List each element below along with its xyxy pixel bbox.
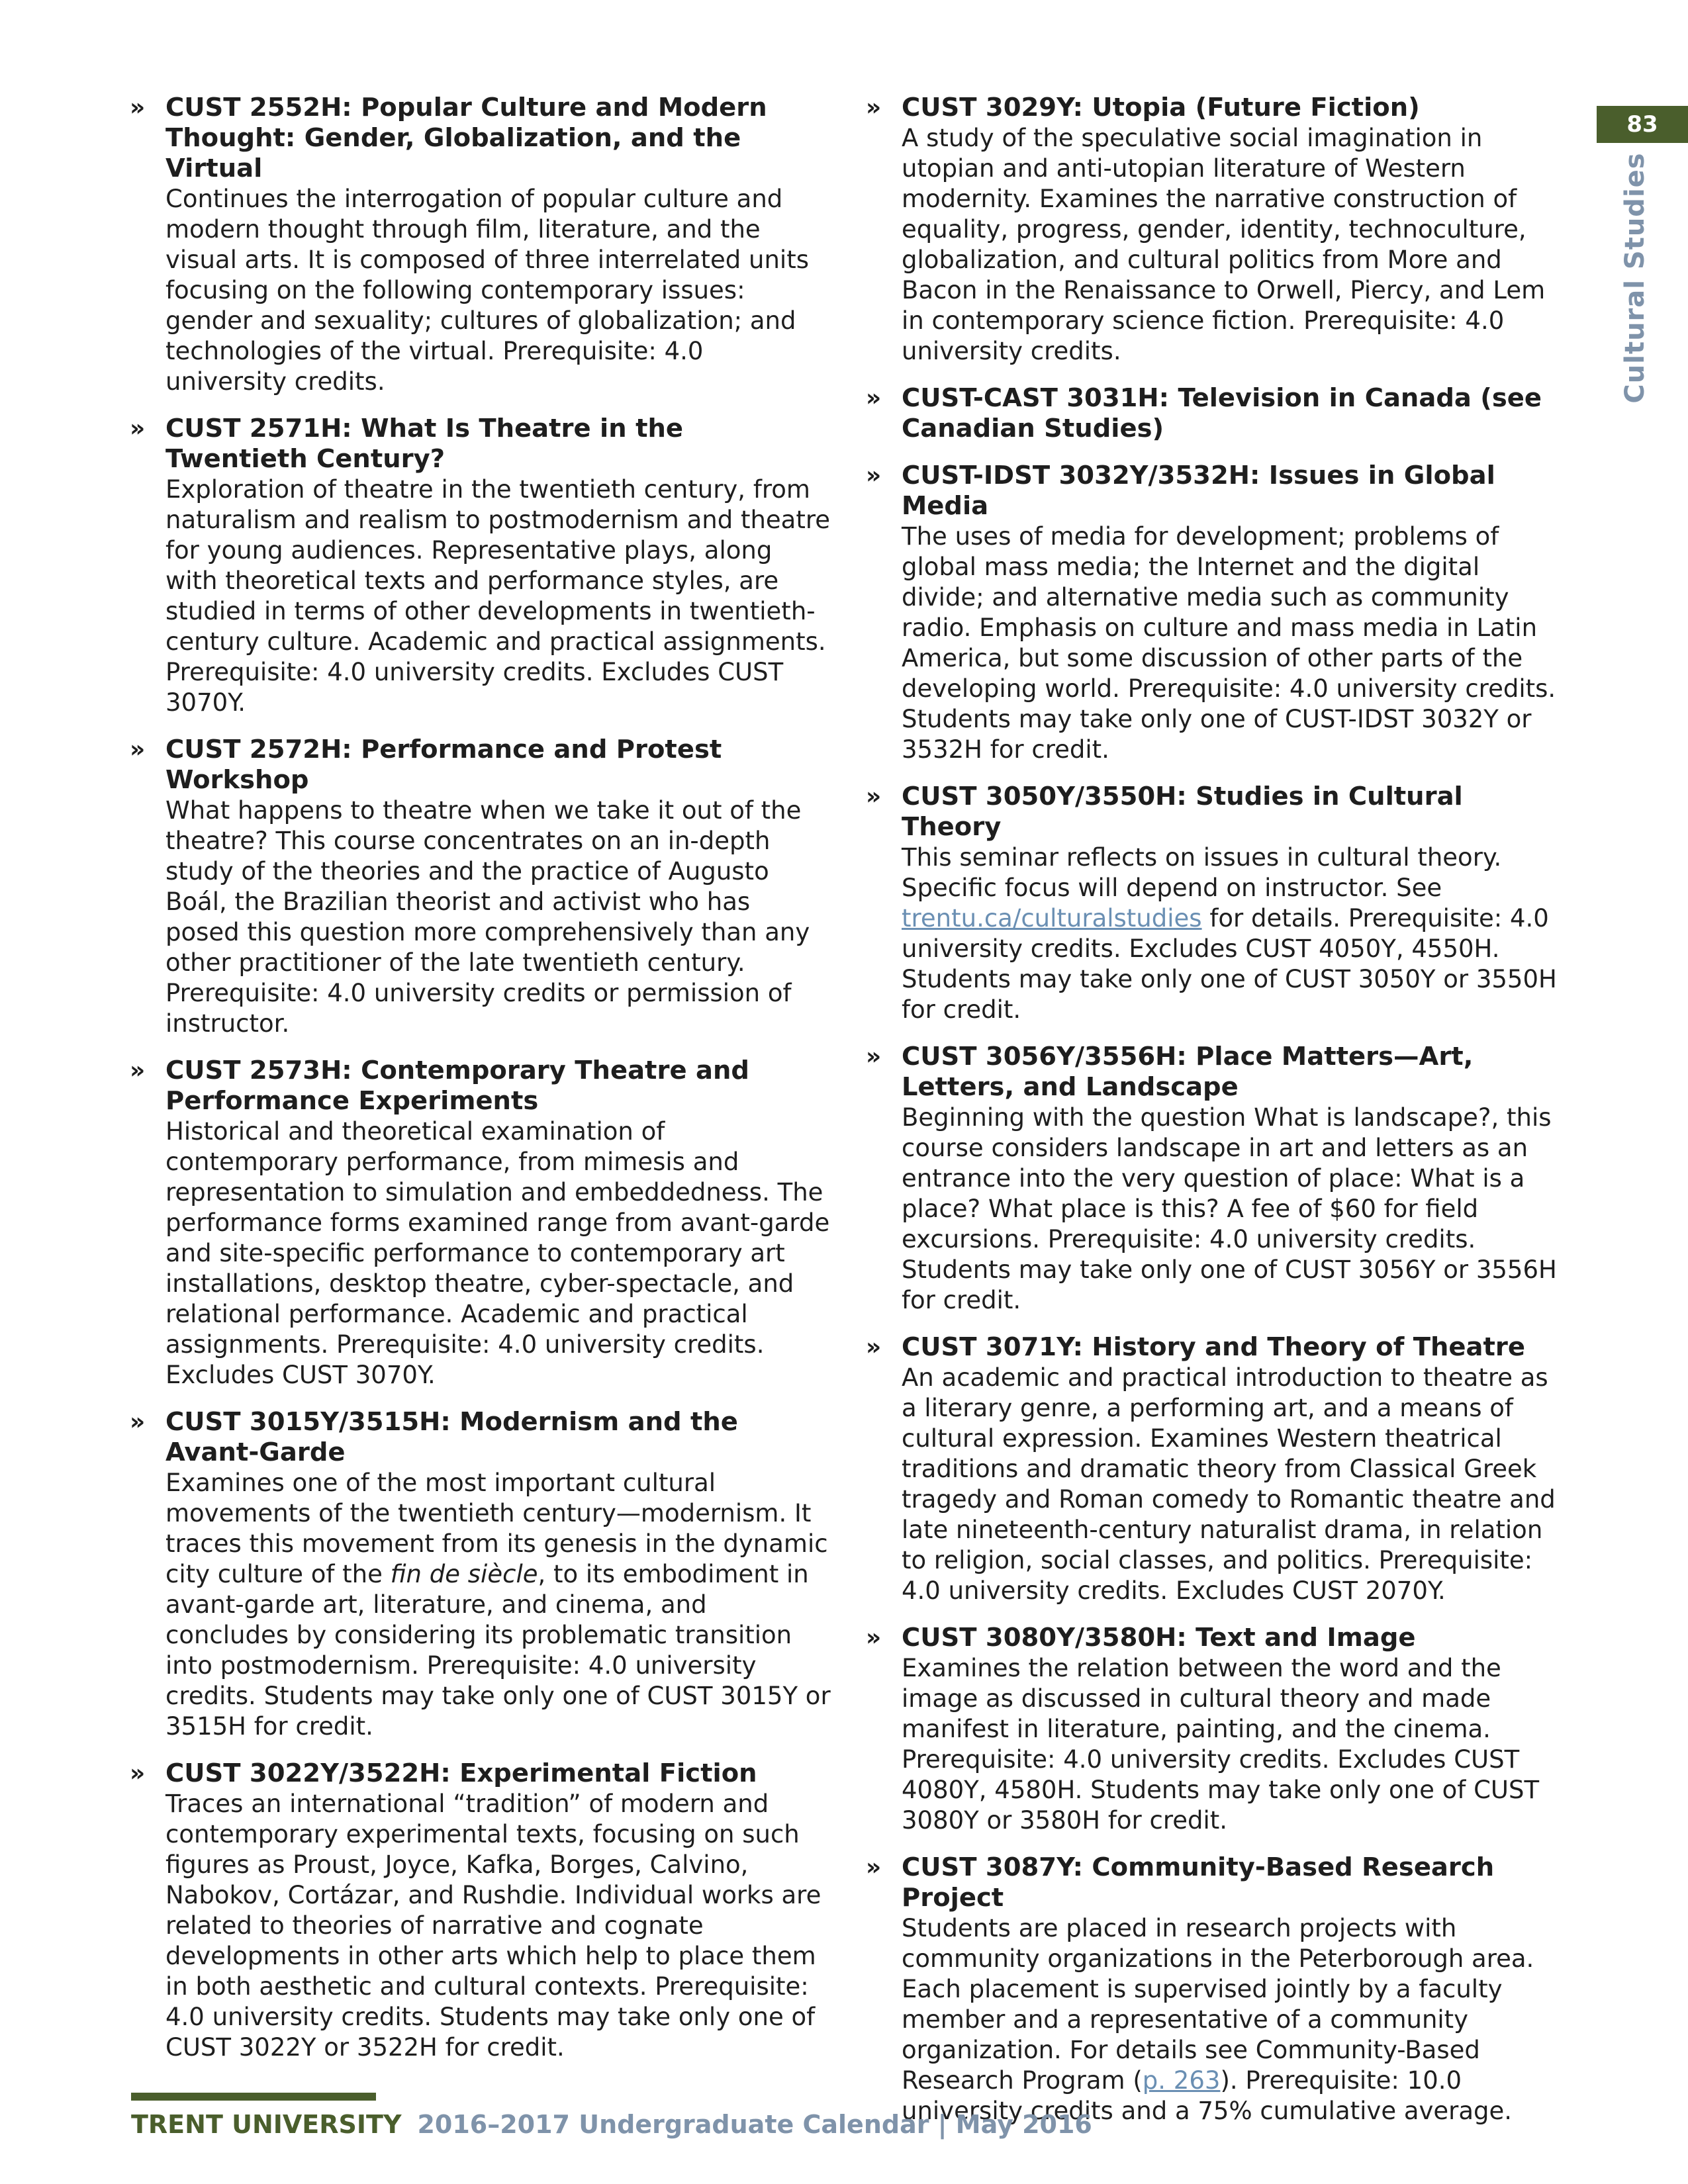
- course-title: CUST 3080Y/3580H: Text and Image: [902, 1623, 1416, 1653]
- course-description: Exploration of theatre in the twentieth century, from naturalism and realism to postmodernism and theatre for young audiences. Representative plays, along with theoretical texts and performance styles, are studied in terms of other developments in twentieth-century culture. Academic and practical assignments. Prerequisite: 4.0 university credits. Excludes CUST 3070Y.: [165, 475, 831, 717]
- description-text: ). Prerequisite: 10.0 university credits and a 75% cumulative average.: [902, 2066, 1513, 2125]
- bullet-chevron-icon: »: [130, 1057, 146, 1084]
- course-description: A study of the speculative social imagination in utopian and anti-utopian literature of Western modernity. Examines the narrative construction of equality, progress, gender, identity, technoculture, globalization, and cultural politics from More and Bacon in the Renaissance to Orwell, Piercy, and Lem in contemporary science fiction. Prerequisite: 4.0 university credits.: [902, 124, 1546, 365]
- course-description: Continues the interrogation of popular culture and modern thought through film, literature, and the visual arts. It is composed of three interrelated units focusing on the following contemporary issues: gender and sexuality; cultures of globalization; and technologies of the virtual. Prerequisite: 4.0 university credits.: [165, 185, 809, 396]
- course-title: CUST 3029Y: Utopia (Future Fiction): [902, 93, 1420, 122]
- course-title: CUST 3022Y/3522H: Experimental Fiction: [165, 1758, 757, 1788]
- page-footer: [131, 2110, 1092, 2139]
- bullet-chevron-icon: »: [866, 462, 882, 489]
- footer-rule: [131, 2093, 376, 2101]
- course-description: [902, 842, 1568, 1025]
- description-text: This seminar reflects on issues in cultural theory. Specific focus will depend on instructor. See: [902, 843, 1502, 902]
- bullet-chevron-icon: »: [866, 1334, 882, 1361]
- course-title: CUST 2573H: Contemporary Theatre and Performance Experiments: [165, 1056, 749, 1116]
- course-title: CUST 3015Y/3515H: Modernism and the Avant-Garde: [165, 1407, 738, 1467]
- course-entry-cust-2572h: [130, 735, 831, 1039]
- course-entry-cust-3022y: [130, 1758, 831, 2063]
- course-description: [902, 1913, 1568, 2126]
- course-entry-cust-3050y: [866, 782, 1568, 1025]
- course-description: Beginning with the question What is landscape?, this course considers landscape in art and letters as an entrance into the very question of place: What is a place? What place is this? A fee of $60 for field excursions. Prerequisite: 4.0 university credits. Students may take only one of CUST 3056Y or 3556H for credit.: [902, 1103, 1557, 1314]
- course-entry-cust-2552h: [130, 93, 831, 397]
- description-text: Examines one of the most important cultural movements of the twentieth century—modernism. It traces this movement from its genesis in the dynamic city culture of the: [165, 1469, 828, 1588]
- course-entry-cust-3071y: [866, 1332, 1568, 1606]
- course-title: CUST 2571H: What Is Theatre in the Twentieth Century?: [165, 414, 683, 474]
- bullet-chevron-icon: »: [130, 415, 146, 442]
- section-side-label: Cultural Studies: [1620, 152, 1650, 404]
- course-entry-cust-2571h: [130, 414, 831, 718]
- bullet-chevron-icon: »: [866, 385, 882, 412]
- bullet-chevron-icon: »: [130, 1760, 146, 1787]
- course-title: CUST-CAST 3031H: Television in Canada (see Canadian Studies): [902, 383, 1542, 443]
- footer-calendar: 2016–2017 Undergraduate Calendar | May 2016: [417, 2110, 1092, 2139]
- course-entry-cust-3087y: [866, 1852, 1568, 2126]
- course-description: [165, 1468, 831, 1742]
- bullet-chevron-icon: »: [130, 1408, 146, 1435]
- bullet-chevron-icon: »: [866, 1043, 882, 1070]
- course-description: What happens to theatre when we take it out of the theatre? This course concentrates on an in-depth study of the theories and the practice of Augusto Boál, the Brazilian theorist and activist who has posed this question more comprehensively than any other practitioner of the late twentieth century. Prerequisite: 4.0 university credits or permission of instructor.: [165, 796, 810, 1038]
- bullet-chevron-icon: »: [130, 736, 146, 763]
- course-title: CUST 3050Y/3550H: Studies in Cultural Theory: [902, 782, 1463, 842]
- course-description: Historical and theoretical examination of contemporary performance, from mimesis and representation to simulation and embeddedness. The performance forms examined range from avant-garde and site-specific performance to contemporary art installations, desktop theatre, cyber-spectacle, and relational performance. Academic and practical assignments. Prerequisite: 4.0 university credits. Excludes CUST 3070Y.: [165, 1117, 830, 1389]
- footer-university: TRENT UNIVERSITY: [131, 2110, 402, 2139]
- course-entry-cust-3029y: [866, 93, 1568, 367]
- bullet-chevron-icon: »: [130, 94, 146, 121]
- course-entry-cust-cast-3031h: [866, 383, 1568, 444]
- cultural-studies-link[interactable]: trentu.ca/culturalstudies: [902, 904, 1202, 933]
- right-column: [866, 93, 1568, 2143]
- bullet-chevron-icon: »: [866, 94, 882, 121]
- description-text: for details. Prerequisite: 4.0 university credits. Excludes CUST 4050Y, 4550H. Students may take only one of CUST 3050Y or 3550H for credit.: [902, 904, 1557, 1024]
- course-description: The uses of media for development; problems of global mass media; the Internet and the digital divide; and alternative media such as community radio. Emphasis on culture and mass media in Latin America, but some discussion of other parts of the developing world. Prerequisite: 4.0 university credits. Students may take only one of CUST-IDST 3032Y or 3532H for credit.: [902, 522, 1556, 764]
- course-title: CUST 3087Y: Community-Based Research Project: [902, 1852, 1495, 1913]
- course-entry-cust-idst-3032y: [866, 461, 1568, 765]
- page-number-tab: 83: [1597, 106, 1688, 143]
- course-entry-cust-3056y: [866, 1042, 1568, 1316]
- italic-phrase: fin de siècle: [390, 1560, 538, 1588]
- description-text: Students are placed in research projects with community organizations in the Peterborough area. Each placement is supervised jointly by a faculty member and a representative of a community organization. For details see Community-Based Research Program (: [902, 1914, 1534, 2095]
- course-title: CUST 3056Y/3556H: Place Matters—Art, Letters, and Landscape: [902, 1042, 1474, 1102]
- bullet-chevron-icon: »: [866, 1854, 882, 1881]
- course-description: Examines the relation between the word and the image as discussed in cultural theory and made manifest in literature, painting, and the cinema. Prerequisite: 4.0 university credits. Excludes CUST 4080Y, 4580H. Students may take only one of CUST 3080Y or 3580H for credit.: [902, 1654, 1540, 1835]
- course-title: CUST 3071Y: History and Theory of Theatre: [902, 1332, 1526, 1362]
- course-description: An academic and practical introduction to theatre as a literary genre, a performing art, and a means of cultural expression. Examines Western theatrical traditions and dramatic theory from Classical Greek tragedy and Roman comedy to Romantic theatre and late nineteenth-century naturalist drama, in relation to religion, social classes, and politics. Prerequisite: 4.0 university credits. Excludes CUST 2070Y.: [902, 1363, 1556, 1605]
- page-reference-link[interactable]: p. 263: [1142, 2066, 1221, 2095]
- bullet-chevron-icon: »: [866, 1624, 882, 1651]
- bullet-chevron-icon: »: [866, 783, 882, 810]
- course-entry-cust-2573h: [130, 1056, 831, 1390]
- course-description: Traces an international “tradition” of modern and contemporary experimental texts, focusing on such figures as Proust, Joyce, Kafka, Borges, Calvino, Nabokov, Cortázar, and Rushdie. Individual works are related to theories of narrative and cognate developments in other arts which help to place them in both aesthetic and cultural contexts. Prerequisite: 4.0 university credits. Students may take only one of CUST 3022Y or 3522H for credit.: [165, 1790, 821, 2062]
- course-title: CUST-IDST 3032Y/3532H: Issues in Global Media: [902, 461, 1495, 521]
- course-entry-cust-3015y: [130, 1407, 831, 1742]
- course-title: CUST 2572H: Performance and Protest Workshop: [165, 735, 722, 795]
- course-title: CUST 2552H: Popular Culture and Modern Thought: Gender, Globalization, and the Virtual: [165, 93, 767, 183]
- left-column: [130, 93, 831, 2079]
- course-entry-cust-3080y: [866, 1623, 1568, 1836]
- description-text: , to its embodiment in avant-garde art, literature, and cinema, and concludes by considering its problematic transition into postmodernism. Prerequisite: 4.0 university credits. Students may take only one of CUST 3015Y or 3515H for credit.: [165, 1560, 831, 1741]
